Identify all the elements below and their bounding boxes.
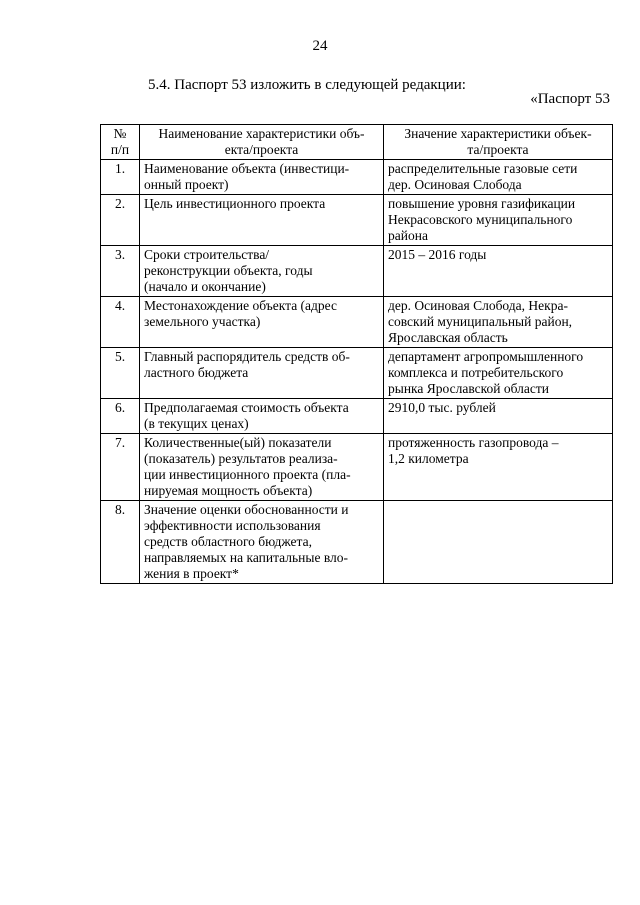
header-name-line: Наименование характеристики объ- [158,126,365,141]
characteristic-value-line: повышение уровня газификации [388,196,576,211]
characteristic-name [140,348,384,399]
table-body [101,160,613,584]
characteristic-name [140,434,384,501]
characteristic-value-line: протяженность газопровода – [388,435,559,450]
characteristic-name-line: направляемых на капитальные вло- [144,550,348,565]
characteristic-value [384,434,613,501]
header-num [101,125,140,160]
characteristic-name-line: реконструкции объекта, годы [144,263,313,278]
characteristic-value-line: совский муниципальный район, [388,314,573,329]
characteristic-value-line: дер. Осиновая Слобода [388,177,522,192]
characteristic-name-line: эффективности использования [144,518,321,533]
characteristic-value-line: дер. Осиновая Слобода, Некра- [388,298,568,313]
characteristic-value [384,348,613,399]
row-number: 1. [101,160,140,195]
characteristic-name-line: Цель инвестиционного проекта [144,196,326,211]
row-number: 2. [101,195,140,246]
characteristic-value-line: распределительные газовые сети [388,161,578,176]
row-number: 5. [101,348,140,399]
characteristic-name-line: ластного бюджета [144,365,249,380]
table-row [101,160,613,195]
header-num-line: п/п [110,142,130,157]
row-number: 8. [101,501,140,584]
table-header-row [101,125,613,160]
table-row [101,399,613,434]
characteristic-name [140,297,384,348]
characteristic-value [384,501,613,584]
characteristic-name-line: Предполагаемая стоимость объекта [144,400,349,415]
characteristic-value-line: Некрасовского муниципального [388,212,573,227]
characteristic-value-line: 2910,0 тыс. рублей [388,400,496,415]
characteristic-name-line: Наименование объекта (инвестици- [144,161,350,176]
characteristic-value-line: района [388,228,428,243]
characteristic-name-line: нируемая мощность объекта) [144,483,313,498]
header-name-line: екта/проекта [224,142,299,157]
characteristic-name [140,501,384,584]
characteristic-value-line: 1,2 километра [388,451,469,466]
characteristic-value-line: 2015 – 2016 годы [388,247,487,262]
table-row [101,501,613,584]
characteristic-name-line: (в текущих ценах) [144,416,249,431]
characteristic-name-line: Местонахождение объекта (адрес [144,298,337,313]
characteristic-name-line: Значение оценки обоснованности и [144,502,349,517]
characteristic-value-line: Ярославская область [388,330,508,345]
characteristic-name [140,160,384,195]
table-row [101,348,613,399]
table-row [101,297,613,348]
characteristic-value [384,399,613,434]
characteristic-name-line: земельного участка) [144,314,261,329]
characteristic-name [140,399,384,434]
row-number: 3. [101,246,140,297]
characteristic-name-line: онный проект) [144,177,229,192]
header-value [384,125,613,160]
characteristic-value [384,246,613,297]
characteristic-name-line: (показатель) результатов реализа- [144,451,338,466]
header-value-line: та/проекта [467,142,529,157]
intro-line: 5.4. Паспорт 53 изложить в следующей редакции: [148,77,466,93]
characteristic-value-line: рынка Ярославской области [388,381,549,396]
characteristic-name-line: (начало и окончание) [144,279,266,294]
characteristic-value [384,160,613,195]
header-name [140,125,384,160]
row-number: 7. [101,434,140,501]
passport-title: «Паспорт 53 [530,91,610,107]
characteristic-value [384,195,613,246]
characteristic-name-line: ции инвестиционного проекта (пла- [144,467,351,482]
characteristic-name-line: Сроки строительства/ [144,247,270,262]
header-value-line: Значение характеристики объек- [404,126,592,141]
characteristic-name [140,246,384,297]
passport-table [100,124,613,584]
table-row [101,195,613,246]
characteristic-name-line: Количественные(ый) показатели [144,435,332,450]
page-number: 24 [312,38,328,54]
row-number: 6. [101,399,140,434]
table-row [101,434,613,501]
characteristic-name-line: жения в проект* [144,566,239,581]
characteristic-name-line: средств областного бюджета, [144,534,312,549]
characteristic-name-line: Главный распорядитель средств об- [144,349,350,364]
characteristic-name [140,195,384,246]
characteristic-value-line: департамент агропромышленного [388,349,584,364]
characteristic-value-line: комплекса и потребительского [388,365,564,380]
header-num-line: № [113,126,127,141]
table-row [101,246,613,297]
characteristic-value [384,297,613,348]
row-number: 4. [101,297,140,348]
